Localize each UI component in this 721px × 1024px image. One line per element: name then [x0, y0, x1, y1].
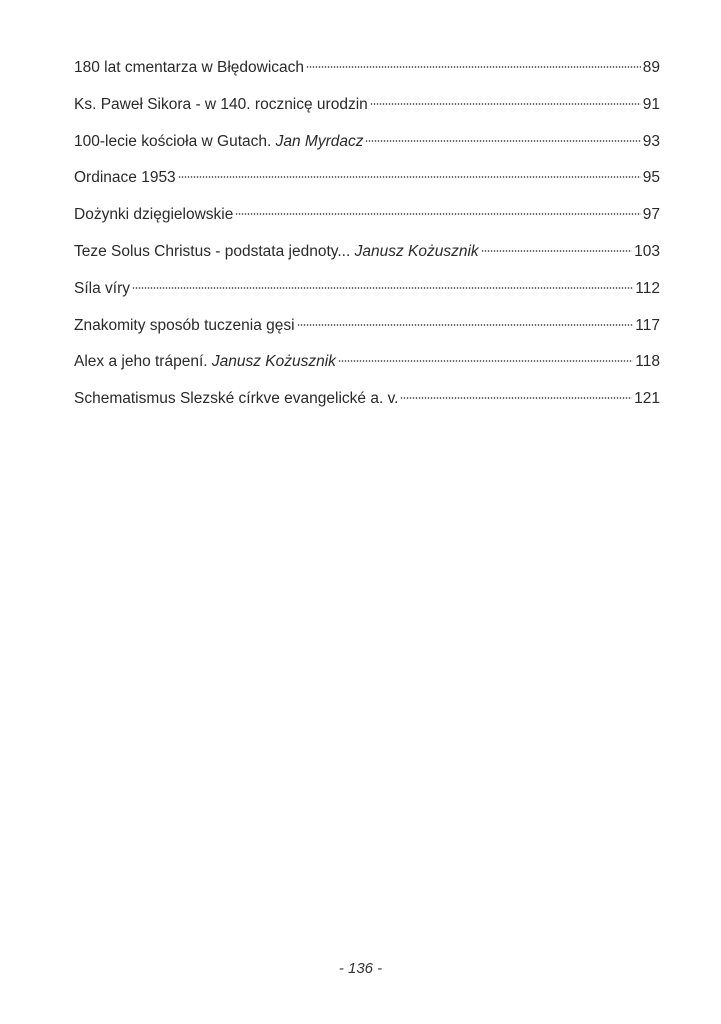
toc-entry-title [74, 164, 176, 192]
toc-entry-title-text: Znakomity sposób tuczenia gęsi [74, 316, 295, 334]
toc-entry-page: 103 [634, 242, 660, 260]
toc-entry [74, 348, 660, 385]
toc-entry-title-text: Teze Solus Christus - podstata jednoty... [74, 242, 355, 260]
toc-entry-author: Janusz Kożusznik [354, 242, 479, 260]
toc-entry-author: Janusz Kożusznik [211, 353, 336, 371]
toc-entry [74, 164, 660, 201]
toc-entry-title-text: Alex a jeho trápení. [74, 353, 212, 371]
toc-entry-page: 121 [634, 390, 660, 408]
dot-leader [297, 324, 634, 326]
toc-entry-title-text: Ks. Paweł Sikora - w 140. rocznicę urodzin [74, 95, 368, 113]
toc-entry-page: 95 [642, 169, 660, 187]
toc-entry [74, 91, 660, 128]
dot-leader [481, 250, 632, 252]
dot-leader [400, 397, 632, 399]
dot-leader [306, 66, 641, 68]
toc-entry [74, 385, 660, 422]
toc-entry-title [74, 275, 130, 303]
toc-entry-title [74, 54, 304, 82]
toc-entry-page: 91 [642, 95, 660, 113]
toc-entry-title-text: Síla víry [74, 279, 130, 297]
toc-entry [74, 128, 660, 165]
toc-entry-author: Jan Myrdacz [275, 132, 364, 150]
toc-entry [74, 201, 660, 238]
toc-entry [74, 238, 660, 275]
dot-leader [338, 360, 633, 362]
toc-entry [74, 54, 660, 91]
toc-entry-title [74, 128, 363, 156]
toc-entry-page: 89 [642, 59, 660, 76]
toc-entry-title-text: Ordinace 1953 [74, 169, 176, 187]
dot-leader [178, 176, 641, 178]
dot-leader [235, 213, 640, 215]
toc-entry-title [74, 238, 479, 266]
toc-entry-title [74, 312, 295, 340]
toc-entry [74, 275, 660, 312]
toc-entry-title-text: Dożynki dzięgielowskie [74, 206, 234, 224]
toc-entry-page: 93 [642, 132, 660, 150]
toc-entry-title [74, 91, 368, 119]
dot-leader [365, 140, 640, 142]
toc-entry-page: 97 [642, 206, 660, 224]
toc-entry-title [74, 201, 233, 229]
toc-entry-title-text: 180 lat cmentarza w Błędowicach [74, 59, 305, 76]
toc-entry-title [74, 385, 398, 413]
dot-leader [132, 287, 633, 289]
toc-entry-page: 118 [635, 353, 660, 371]
page-number: - 136 - [338, 960, 383, 977]
toc-entry-title [74, 348, 336, 376]
dot-leader [370, 103, 641, 105]
toc-entry [74, 312, 660, 349]
toc-entry-page: 112 [635, 279, 660, 297]
toc-entry-title-text: 100-lecie kościoła w Gutach. [74, 132, 276, 150]
toc-entry-title-text: Schematismus Slezské církve evangelické a. v. [74, 390, 399, 408]
toc-entry-page: 117 [635, 316, 660, 334]
table-of-contents [74, 54, 660, 422]
